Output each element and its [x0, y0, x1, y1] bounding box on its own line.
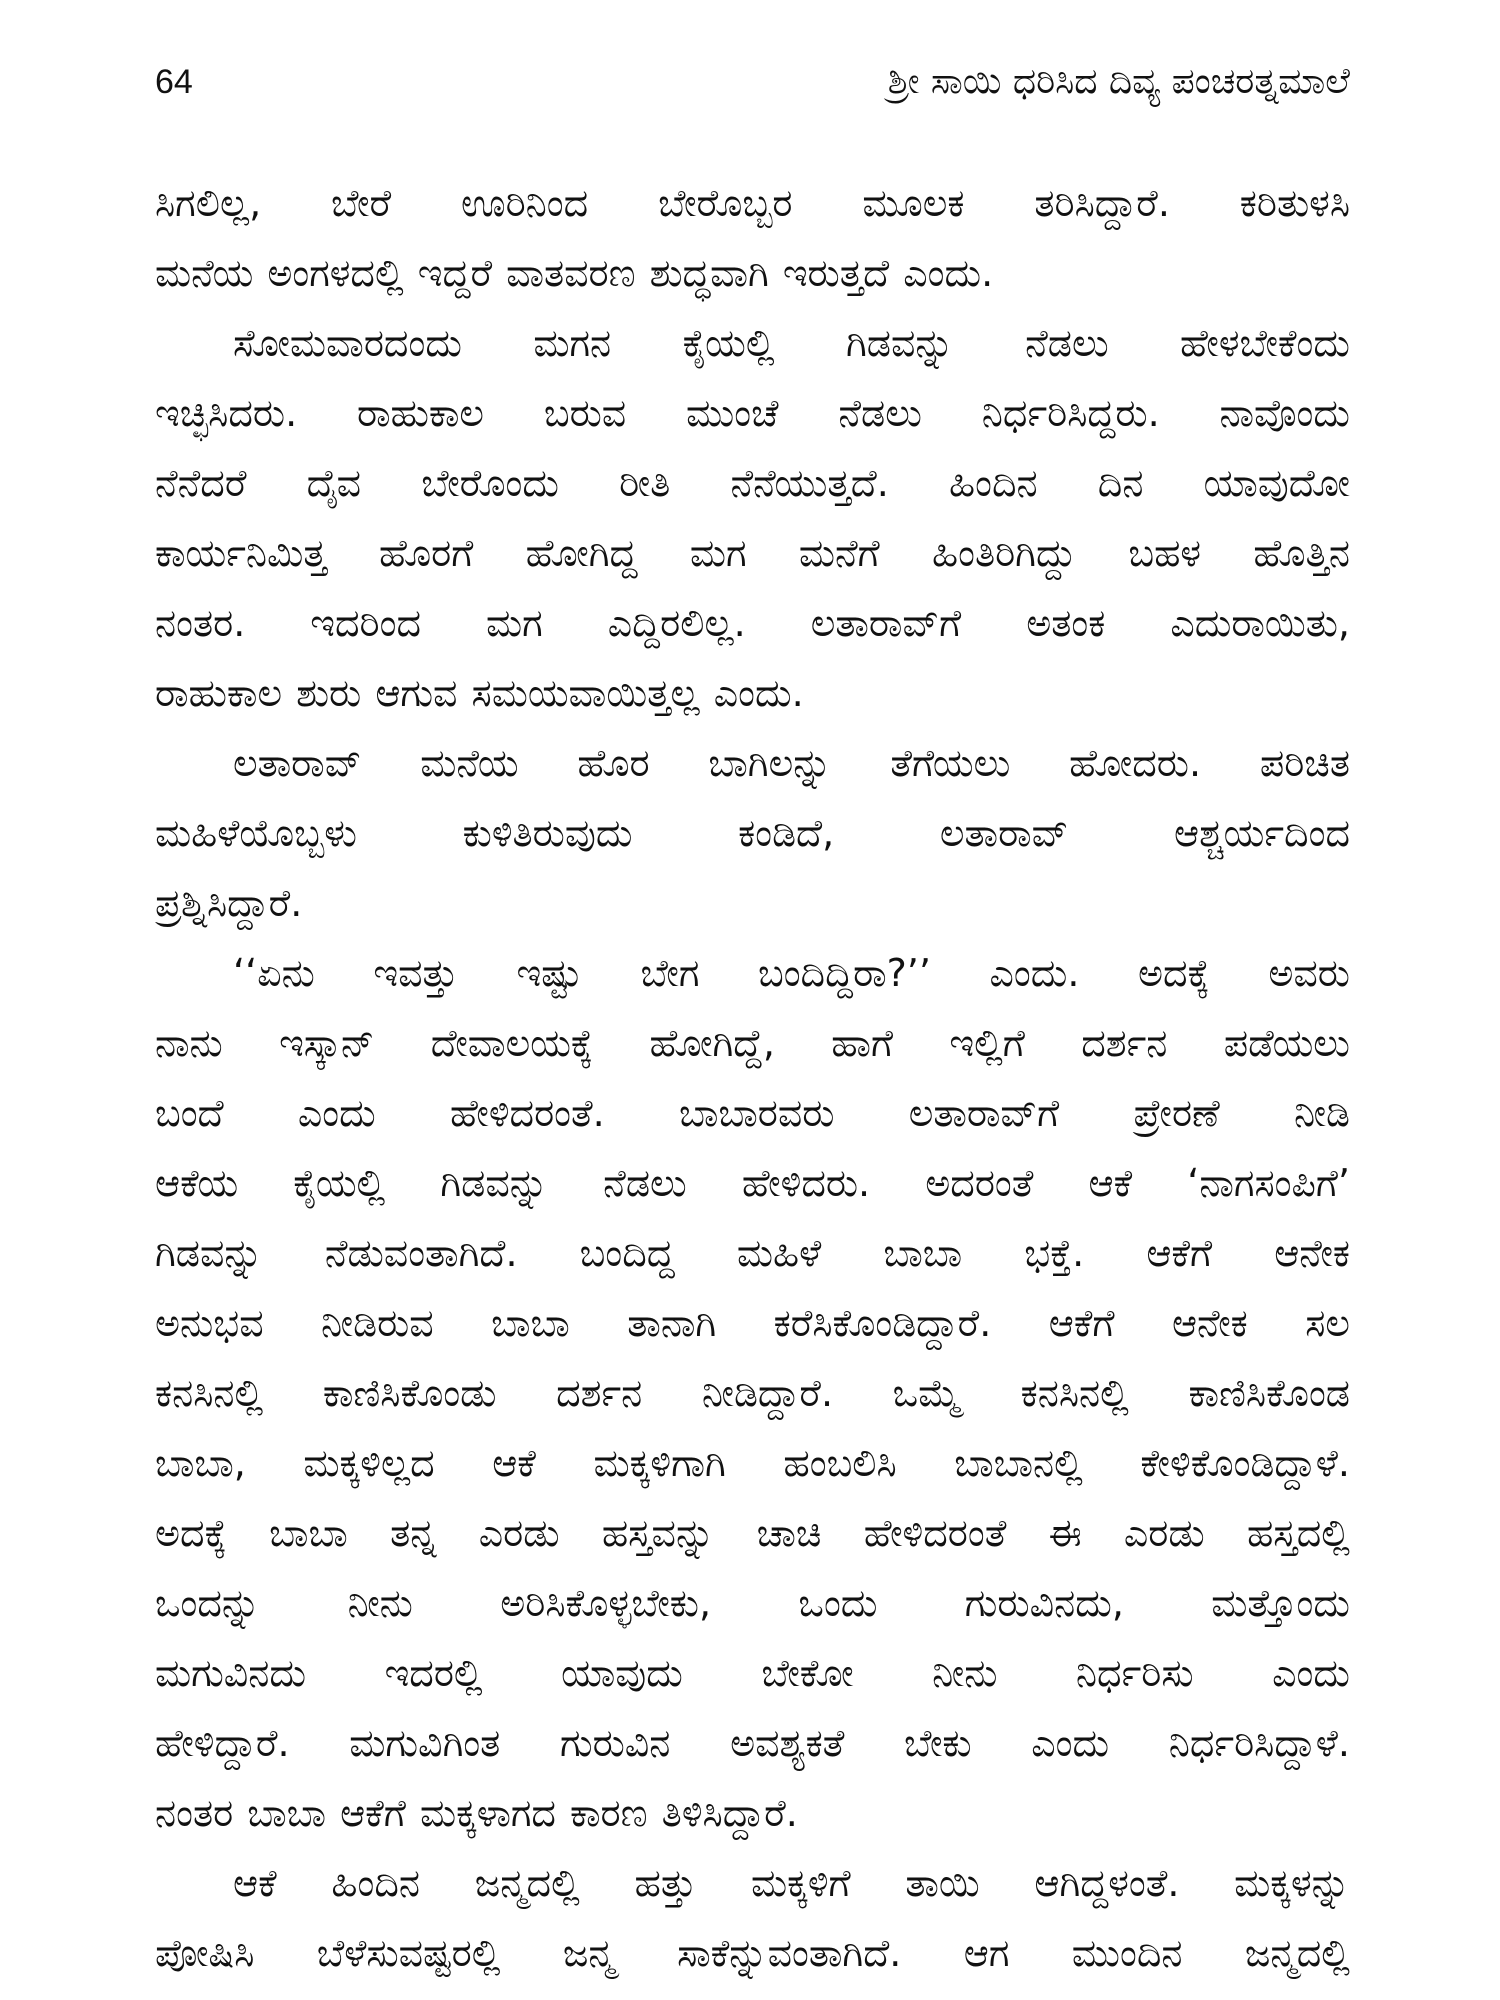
text-line: ಒಂದನ್ನು ನೀನು ಅರಿಸಿಕೊಳ್ಳಬೇಕು, ಒಂದು ಗುರುವಿನದು, ಮತ್ತೊಂದು [155, 1581, 1350, 1625]
text-line: ನೆನೆದರೆ ದೈವ ಬೇರೊಂದು ರೀತಿ ನೆನೆಯುತ್ತದೆ. ಹಿಂದಿನ ದಿನ ಯಾವುದೋ [155, 461, 1350, 505]
text-line: ನಾನು ಇಸ್ಕಾನ್ ದೇವಾಲಯಕ್ಕೆ ಹೋಗಿದ್ದೆ, ಹಾಗೆ ಇಲ್ಲಿಗೆ ದರ್ಶನ ಪಡೆಯಲು [155, 1021, 1350, 1065]
running-head [155, 58, 1350, 106]
text-line: ಲತಾರಾವ್ ಮನೆಯ ಹೊರ ಬಾಗಿಲನ್ನು ತೆಗೆಯಲು ಹೋದರು. ಪರಿಚಿತ [233, 741, 1350, 785]
text-line: ಆಕೆಯ ಕೈಯಲ್ಲಿ ಗಿಡವನ್ನು ನೆಡಲು ಹೇಳಿದರು. ಅದರಂತೆ ಆಕೆ ‘ನಾಗಸಂಪಿಗೆ’ [155, 1161, 1350, 1205]
text-line: ಹೇಳಿದ್ದಾರೆ. ಮಗುವಿಗಿಂತ ಗುರುವಿನ ಅವಶ್ಯಕತೆ ಬೇಕು ಎಂದು ನಿರ್ಧರಿಸಿದ್ದಾಳೆ. [155, 1721, 1350, 1765]
text-line: ನಂತರ ಬಾಬಾ ಆಕೆಗೆ ಮಕ್ಕಳಾಗದ ಕಾರಣ ತಿಳಿಸಿದ್ದಾರೆ. [155, 1791, 798, 1835]
text-line: ‘‘ಏನು ಇವತ್ತು ಇಷ್ಟು ಬೇಗ ಬಂದಿದ್ದಿರಾ?’’ ಎಂದು. ಅದಕ್ಕೆ ಅವರು [233, 951, 1350, 995]
body-text [155, 168, 1350, 1988]
text-line: ಆಕೆ ಹಿಂದಿನ ಜನ್ಮದಲ್ಲಿ ಹತ್ತು ಮಕ್ಕಳಿಗೆ ತಾಯಿ ಆಗಿದ್ದಳಂತೆ. ಮಕ್ಕಳನ್ನು [233, 1861, 1350, 1905]
text-line: ಅದಕ್ಕೆ ಬಾಬಾ ತನ್ನ ಎರಡು ಹಸ್ತವನ್ನು ಚಾಚಿ ಹೇಳಿದರಂತೆ ಈ ಎರಡು ಹಸ್ತದಲ್ಲಿ [155, 1511, 1350, 1555]
paragraph [155, 938, 1350, 1848]
page-number: 64 [155, 63, 193, 101]
text-line: ಅನುಭವ ನೀಡಿರುವ ಬಾಬಾ ತಾನಾಗಿ ಕರೆಸಿಕೊಂಡಿದ್ದಾರೆ. ಆಕೆಗೆ ಆನೇಕ ಸಲ [155, 1301, 1350, 1345]
text-line: ಸಿಗಲಿಲ್ಲ, ಬೇರೆ ಊರಿನಿಂದ ಬೇರೊಬ್ಬರ ಮೂಲಕ ತರಿಸಿದ್ದಾರೆ. ಕರಿತುಳಸಿ [155, 181, 1350, 225]
paragraph [155, 728, 1350, 938]
text-line: ರಾಹುಕಾಲ ಶುರು ಆಗುವ ಸಮಯವಾಯಿತ್ತಲ್ಲ ಎಂದು. [155, 671, 804, 715]
text-line: ಗಿಡವನ್ನು ನೆಡುವಂತಾಗಿದೆ. ಬಂದಿದ್ದ ಮಹಿಳೆ ಬಾಬಾ ಭಕ್ತೆ. ಆಕೆಗೆ ಆನೇಕ [155, 1231, 1350, 1275]
text-line: ನಂತರ. ಇದರಿಂದ ಮಗ ಎದ್ದಿರಲಿಲ್ಲ. ಲತಾರಾವ್‌ಗೆ ಅತಂಕ ಎದುರಾಯಿತು, [155, 601, 1350, 645]
text-line: ಇಚ್ಛಿಸಿದರು. ರಾಹುಕಾಲ ಬರುವ ಮುಂಚೆ ನೆಡಲು ನಿರ್ಧರಿಸಿದ್ದರು. ನಾವೊಂದು [155, 391, 1350, 435]
paragraph [155, 168, 1350, 308]
text-line: ಬಂದೆ ಎಂದು ಹೇಳಿದರಂತೆ. ಬಾಬಾರವರು ಲತಾರಾವ್‌ಗೆ ಪ್ರೇರಣೆ ನೀಡಿ [155, 1091, 1350, 1135]
text-line: ಕಾರ್ಯನಿಮಿತ್ತ ಹೊರಗೆ ಹೋಗಿದ್ದ ಮಗ ಮನೆಗೆ ಹಿಂತಿರಿಗಿದ್ದು ಬಹಳ ಹೊತ್ತಿನ [155, 531, 1350, 575]
text-line: ಮಗುವಿನದು ಇದರಲ್ಲಿ ಯಾವುದು ಬೇಕೋ ನೀನು ನಿರ್ಧರಿಸು ಎಂದು [155, 1651, 1350, 1695]
paragraph [155, 308, 1350, 728]
text-line: ಕನಸಿನಲ್ಲಿ ಕಾಣಿಸಿಕೊಂಡು ದರ್ಶನ ನೀಡಿದ್ದಾರೆ. ಒಮ್ಮೆ ಕನಸಿನಲ್ಲಿ ಕಾಣಿಸಿಕೊಂಡ [155, 1371, 1350, 1415]
text-line: ಪೋಷಿಸಿ ಬೆಳೆಸುವಷ್ಟರಲ್ಲಿ ಜನ್ಮ ಸಾಕೆನ್ನುವಂತಾಗಿದೆ. ಆಗ ಮುಂದಿನ ಜನ್ಮದಲ್ಲಿ [155, 1931, 1350, 1975]
text-line: ಸೋಮವಾರದಂದು ಮಗನ ಕೈಯಲ್ಲಿ ಗಿಡವನ್ನು ನೆಡಲು ಹೇಳಬೇಕೆಂದು [233, 321, 1350, 365]
text-line: ಮಹಿಳೆಯೊಬ್ಬಳು ಕುಳಿತಿರುವುದು ಕಂಡಿದೆ, ಲತಾರಾವ್ ಆಶ್ಚರ್ಯದಿಂದ [155, 811, 1350, 855]
paragraph [155, 1848, 1350, 1988]
text-line: ಪ್ರಶ್ನಿಸಿದ್ದಾರೆ. [155, 881, 303, 925]
running-title: ಶ್ರೀ ಸಾಯಿ ಧರಿಸಿದ ದಿವ್ಯ ಪಂಚರತ್ನಮಾಲೆ [887, 61, 1350, 102]
text-line: ಮನೆಯ ಅಂಗಳದಲ್ಲಿ ಇದ್ದರೆ ವಾತವರಣ ಶುದ್ಧವಾಗಿ ಇರುತ್ತದೆ ಎಂದು. [155, 251, 994, 295]
text-line: ಬಾಬಾ, ಮಕ್ಕಳಿಲ್ಲದ ಆಕೆ ಮಕ್ಕಳಿಗಾಗಿ ಹಂಬಲಿಸಿ ಬಾಬಾನಲ್ಲಿ ಕೇಳಿಕೊಂಡಿದ್ದಾಳೆ. [155, 1441, 1350, 1485]
